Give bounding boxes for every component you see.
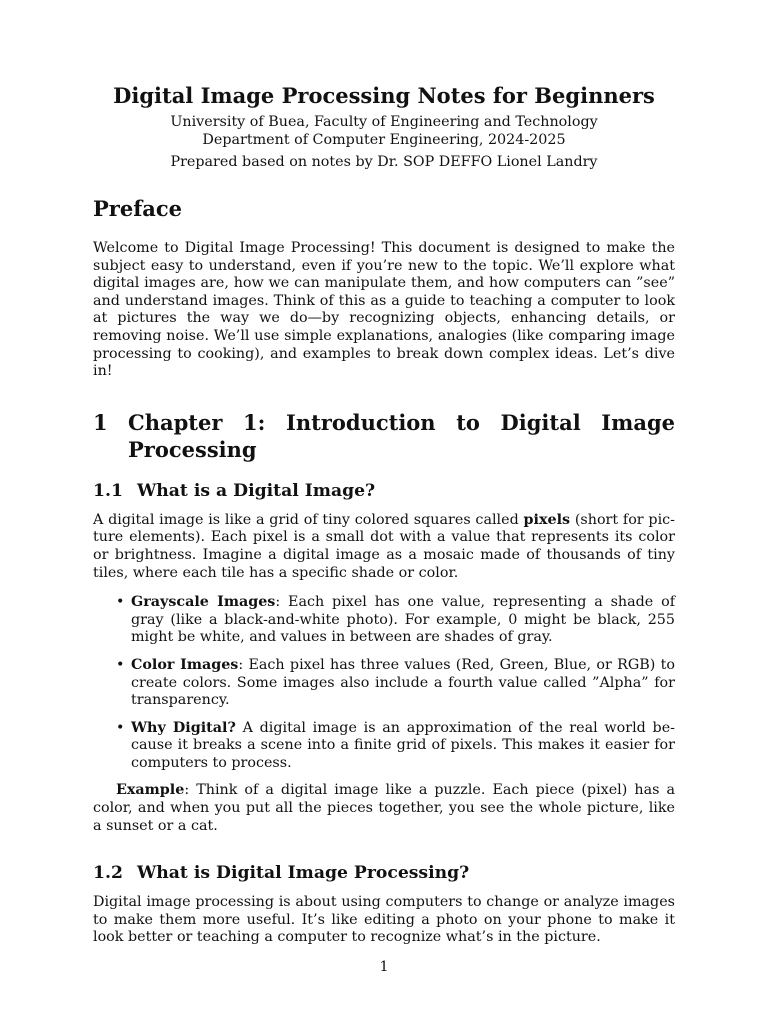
intro-text-end: (short for picture elements). Each pixel is a small dot with a value that represents its color or brightness. Imagine a digital image as a mosaic made of thousands of tiny tiles, where each tile has a specific shade or color.: [93, 511, 675, 581]
section-1-2-title: What is Digital Image Processing?: [137, 863, 470, 884]
list-item: [93, 657, 675, 710]
affiliation-university: University of Buea, Faculty of Engineering and Technology: [170, 114, 598, 130]
section-1-1-paragraph: [93, 512, 675, 582]
section-1-1-heading: [93, 480, 675, 502]
chapter-number: 1: [93, 409, 108, 435]
preface-paragraph: Welcome to Digital Image Processing! This document is designed to make the subject easy to understand, even if you’re new to the topic. We’ll explore what digital images are, how we can manipulate them, and how computers can ”see” and understand images. Think of this as a guide to teaching a computer to look at pictures the way we do—by recognizing objects, enhancing details, or removing noise. We’ll use simple explanations, analogies (like comparing image processing to cooking), and examples to break down complex ideas. Let’s dive in!: [93, 240, 675, 380]
section-1-2-number: 1.2: [93, 863, 123, 884]
preface-heading: Preface: [93, 196, 183, 221]
page-number: 1: [379, 959, 389, 975]
chapter-title: Chapter 1: Introduction to Digital Image Processing: [128, 409, 675, 462]
page-content: [93, 82, 675, 947]
example-paragraph: [93, 782, 675, 835]
list-item-term: Grayscale Images: [131, 594, 276, 611]
prepared-by-line: Prepared based on notes by Dr. SOP DEFFO Lionel Landry: [170, 154, 598, 170]
section-1-1-number: 1.1: [93, 480, 123, 501]
example-text: : Think of a digital image like a puzzle. Each piece (pixel) has a color, and when you put all the pieces together, you see the whole picture, like a sunset or a cat.: [93, 782, 675, 834]
section-1-2-paragraph: Digital image processing is about using computers to change or analyze images to make them more useful. It’s like editing a photo on your phone to make it look better or teaching a computer to recognize what’s in the picture.: [93, 894, 675, 946]
list-item-text: A digital image is an approximation of the real world because it breaks a scene into a finite grid of pixels. This makes it easier for computers to process.: [131, 719, 676, 771]
chapter-heading: [93, 409, 675, 463]
list-item-term: Why Digital?: [131, 719, 236, 736]
document-title: Digital Image Processing Notes for Beginners: [113, 83, 655, 108]
list-item: [93, 594, 675, 647]
intro-text-start: A digital image is like a grid of tiny colored squares called: [93, 511, 524, 528]
section-1-2-heading: [93, 862, 675, 884]
affiliation-department: Department of Computer Engineering, 2024-2025: [202, 132, 566, 148]
pixels-term: pixels: [523, 511, 571, 528]
example-label: Example: [116, 782, 185, 799]
bullet-icon: •: [116, 656, 125, 673]
bullet-icon: •: [116, 719, 125, 736]
image-types-list: [93, 594, 675, 772]
section-1-1-title: What is a Digital Image?: [137, 480, 376, 501]
list-item-term: Color Images: [131, 656, 239, 673]
list-item-text: : Each pixel has three values (Red, Green, Blue, or RGB) to create colors. Some images also include a fourth value called ”Alpha” for transparency.: [131, 656, 675, 709]
list-item: [93, 720, 675, 773]
bullet-icon: •: [116, 594, 125, 611]
list-item-text: : Each pixel has one value, representing a shade of gray (like a black-and-white photo). For example, 0 might be black, 255 might be white, and values in between are shades of gray.: [131, 594, 675, 646]
